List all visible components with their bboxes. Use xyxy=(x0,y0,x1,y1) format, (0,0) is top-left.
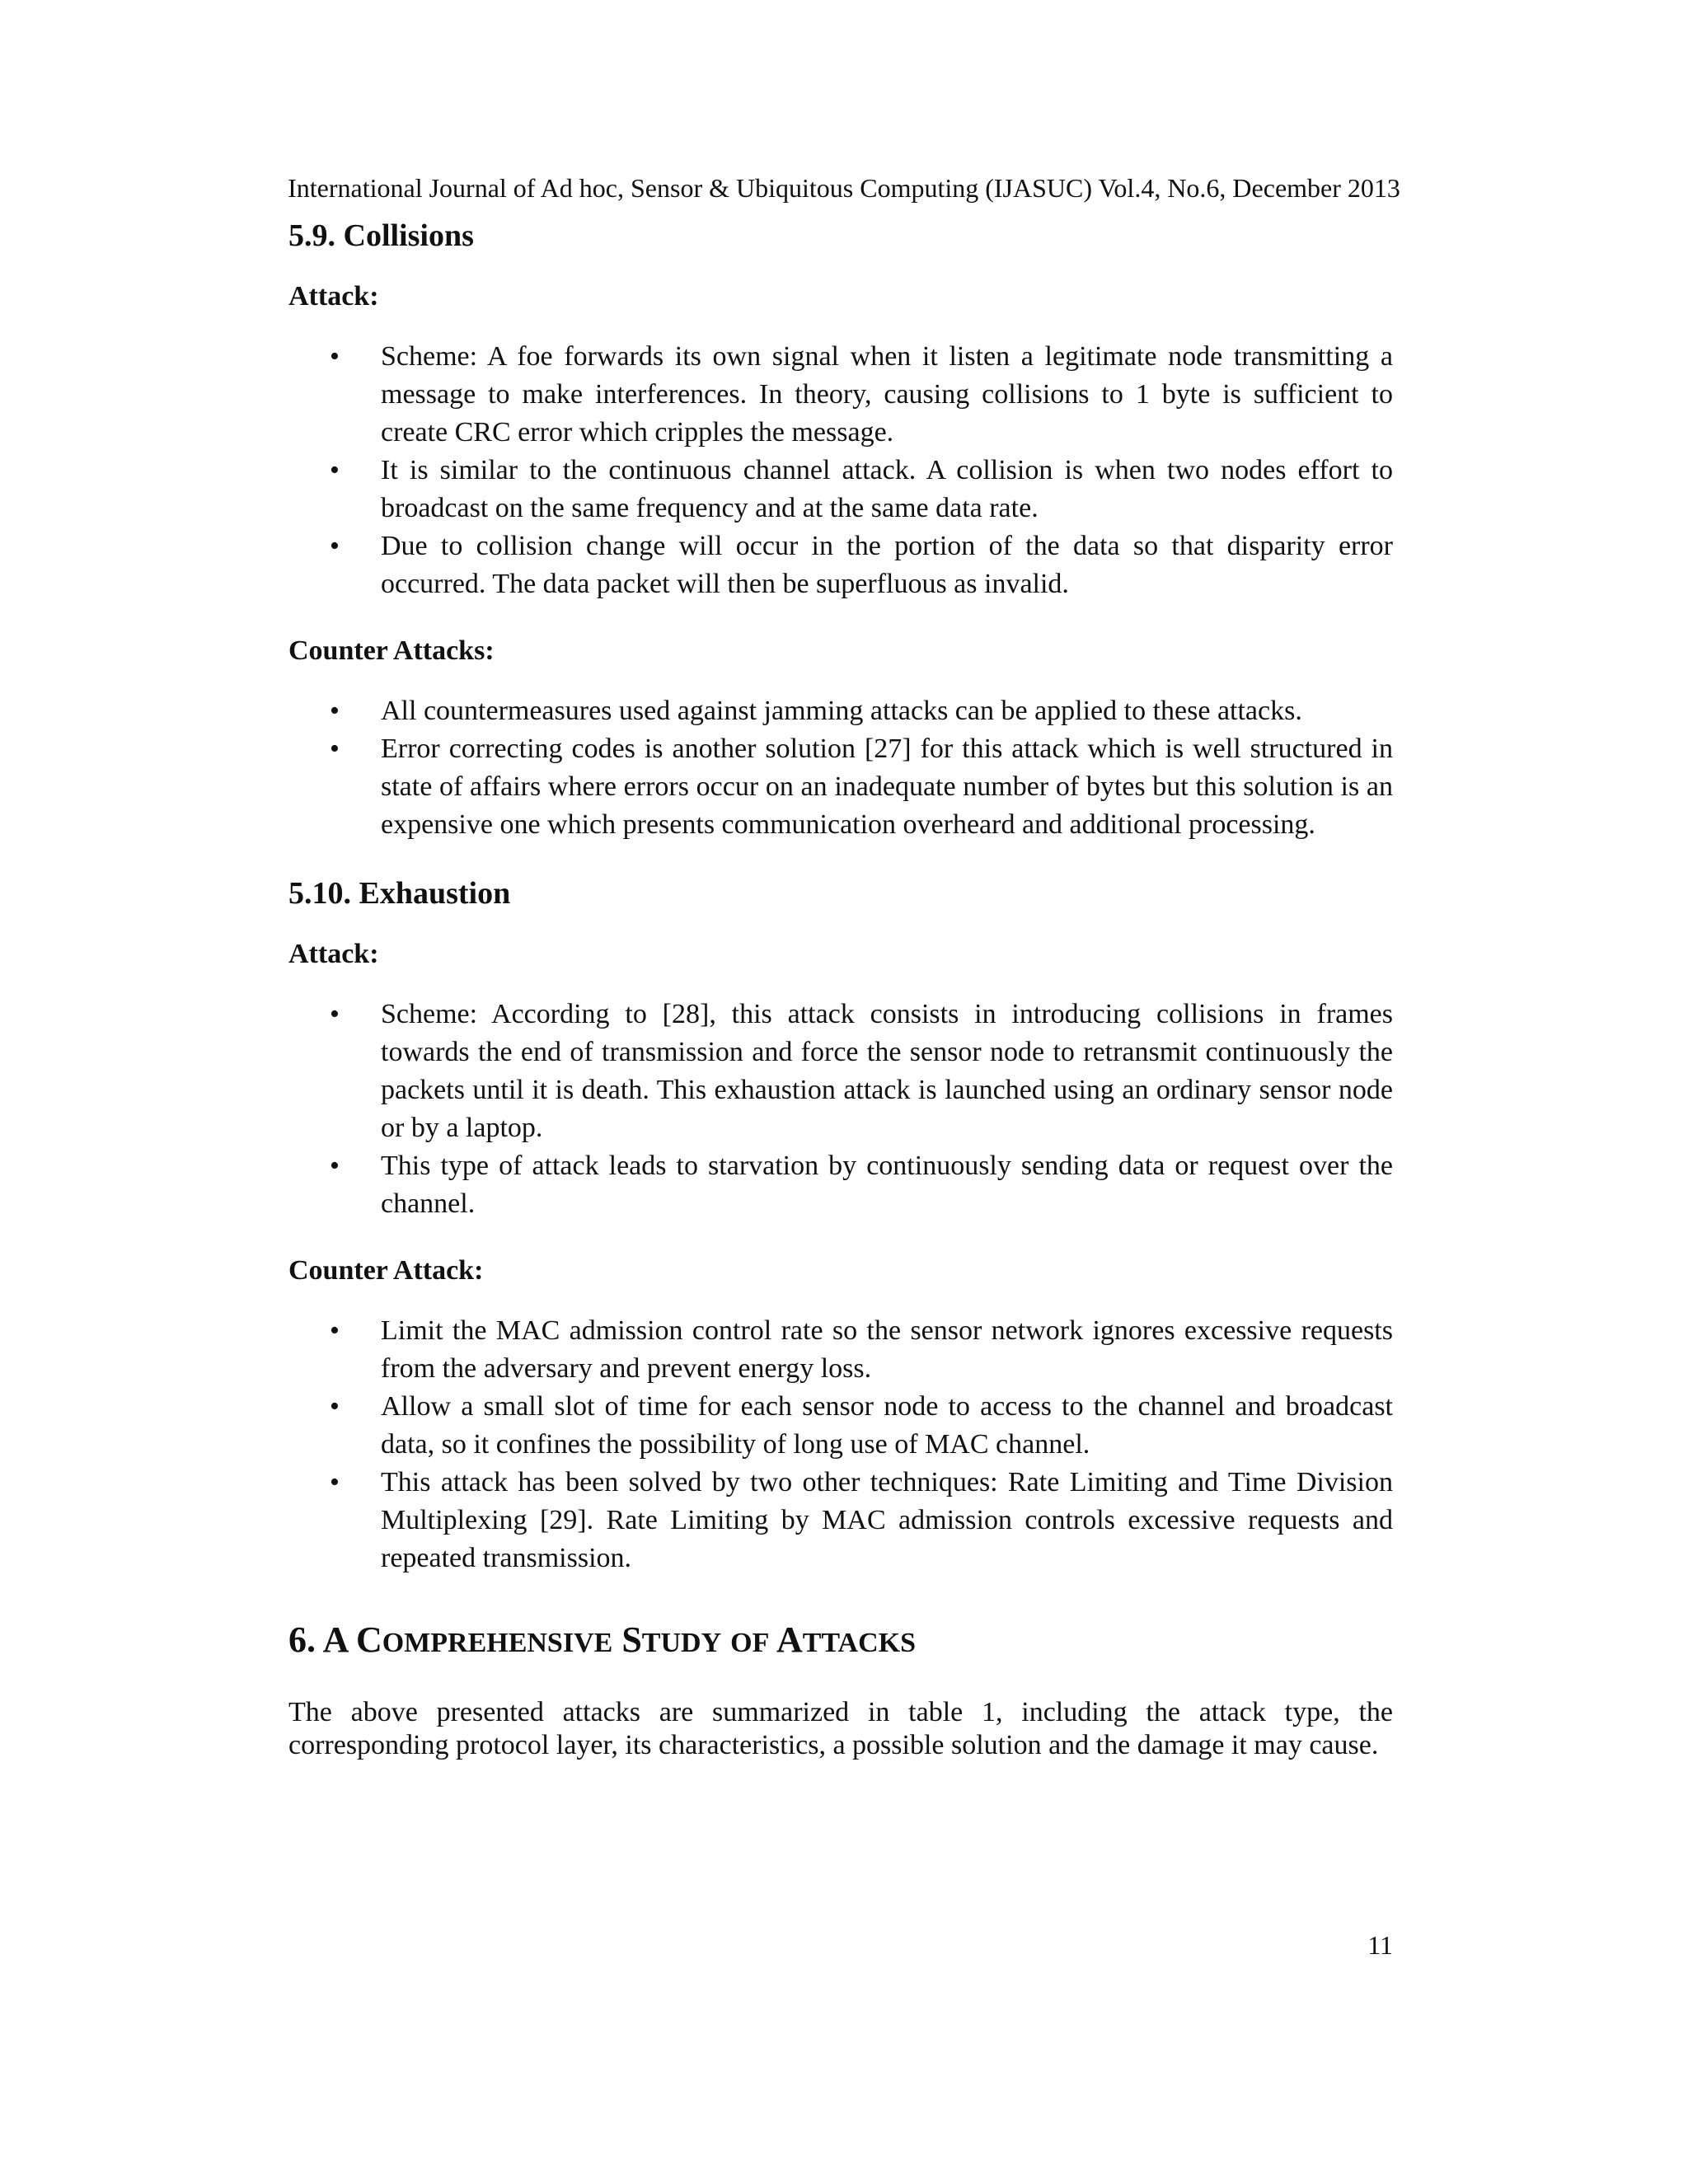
list-item xyxy=(288,1312,1393,1388)
list-item xyxy=(288,996,1393,1147)
bullet-icon: • xyxy=(330,1467,340,1497)
section-title-exhaustion: 5.10. Exhaustion xyxy=(288,876,511,911)
list-item xyxy=(288,338,1393,452)
bullet-icon: • xyxy=(330,696,340,726)
counter-list-collisions xyxy=(288,692,1393,844)
heading-word: COMPREHENSIVE xyxy=(355,1619,613,1660)
list-item xyxy=(288,527,1393,603)
list-item-text: Scheme: According to [28], this attack consists in introducing collisions in frames towards the end of transmission and force the sensor node to retransmit continuously the packets until it is death. This exhaustion attack is launched using an ordinary sensor node or by a laptop. xyxy=(381,999,1393,1143)
bullet-icon: • xyxy=(330,733,340,764)
list-item xyxy=(288,692,1393,730)
list-item xyxy=(288,730,1393,844)
attack-label-exhaustion: Attack: xyxy=(288,939,379,969)
bullet-icon: • xyxy=(330,1391,340,1422)
list-item-text: This attack has been solved by two other techniques: Rate Limiting and Time Division Multiplexing [29]. Rate Limiting by MAC admission controls excessive requests and repeated transmission. xyxy=(381,1467,1393,1573)
list-item-text: Scheme: A foe forwards its own signal when it listen a legitimate node transmitting a message to make interferences. In theory, causing collisions to 1 byte is sufficient to create CRC error which cripples the message. xyxy=(381,341,1393,448)
counter-label-exhaustion: Counter Attack: xyxy=(288,1255,484,1286)
heading-word: OF xyxy=(730,1628,770,1658)
bullet-icon: • xyxy=(330,455,340,485)
summary-paragraph: The above presented attacks are summarized in table 1, including the attack type, the corresponding protocol layer, its characteristics, a possible solution and the damage it may cause. xyxy=(288,1697,1393,1760)
bullet-icon: • xyxy=(330,1315,340,1346)
list-item-text: Error correcting codes is another solution [27] for this attack which is well structured in state of affairs where errors occur on an inadequate number of bytes but this solution is an expensive one which presents communication overheard and additional processing. xyxy=(381,733,1393,840)
bullet-icon: • xyxy=(330,531,340,561)
list-item-text: All countermeasures used against jamming attacks can be applied to these attacks. xyxy=(381,696,1302,726)
attack-label-collisions: Attack: xyxy=(288,281,379,312)
list-item xyxy=(288,452,1393,527)
list-item xyxy=(288,1388,1393,1464)
list-item-text: Allow a small slot of time for each sensor node to access to the channel and broadcast data, so it confines the possibility of long use of MAC channel. xyxy=(381,1391,1393,1460)
section-title-collisions: 5.9. Collisions xyxy=(288,218,474,253)
list-item xyxy=(288,1464,1393,1577)
heading-word: A xyxy=(322,1619,347,1660)
page-number: 11 xyxy=(1367,1930,1393,1960)
heading-word: ATTACKS xyxy=(776,1619,917,1660)
heading-word: STUDY xyxy=(621,1619,722,1660)
counter-label-collisions: Counter Attacks: xyxy=(288,635,495,666)
bullet-icon: • xyxy=(330,999,340,1029)
running-header: International Journal of Ad hoc, Sensor & Ubiquitous Computing (IJASUC) Vol.4, No.6, December 2013 xyxy=(288,173,1400,203)
bullet-icon: • xyxy=(330,341,340,372)
list-item-text: Due to collision change will occur in the portion of the data so that disparity error occurred. The data packet will then be superfluous as invalid. xyxy=(381,531,1393,599)
section-title-comprehensive-study xyxy=(288,1617,1393,1666)
attack-list-exhaustion xyxy=(288,996,1393,1223)
list-item-text: Limit the MAC admission control rate so the sensor network ignores excessive requests from the adversary and prevent energy loss. xyxy=(381,1315,1393,1384)
bullet-icon: • xyxy=(330,1151,340,1181)
counter-list-exhaustion xyxy=(288,1312,1393,1577)
list-item xyxy=(288,1147,1393,1223)
page-body xyxy=(288,216,1393,1762)
heading-number: 6. xyxy=(288,1619,316,1660)
attack-list-collisions xyxy=(288,338,1393,603)
list-item-text: It is similar to the continuous channel attack. A collision is when two nodes effort to broadcast on the same frequency and at the same data rate. xyxy=(381,455,1393,523)
list-item-text: This type of attack leads to starvation by continuously sending data or request over the channel. xyxy=(381,1151,1393,1219)
